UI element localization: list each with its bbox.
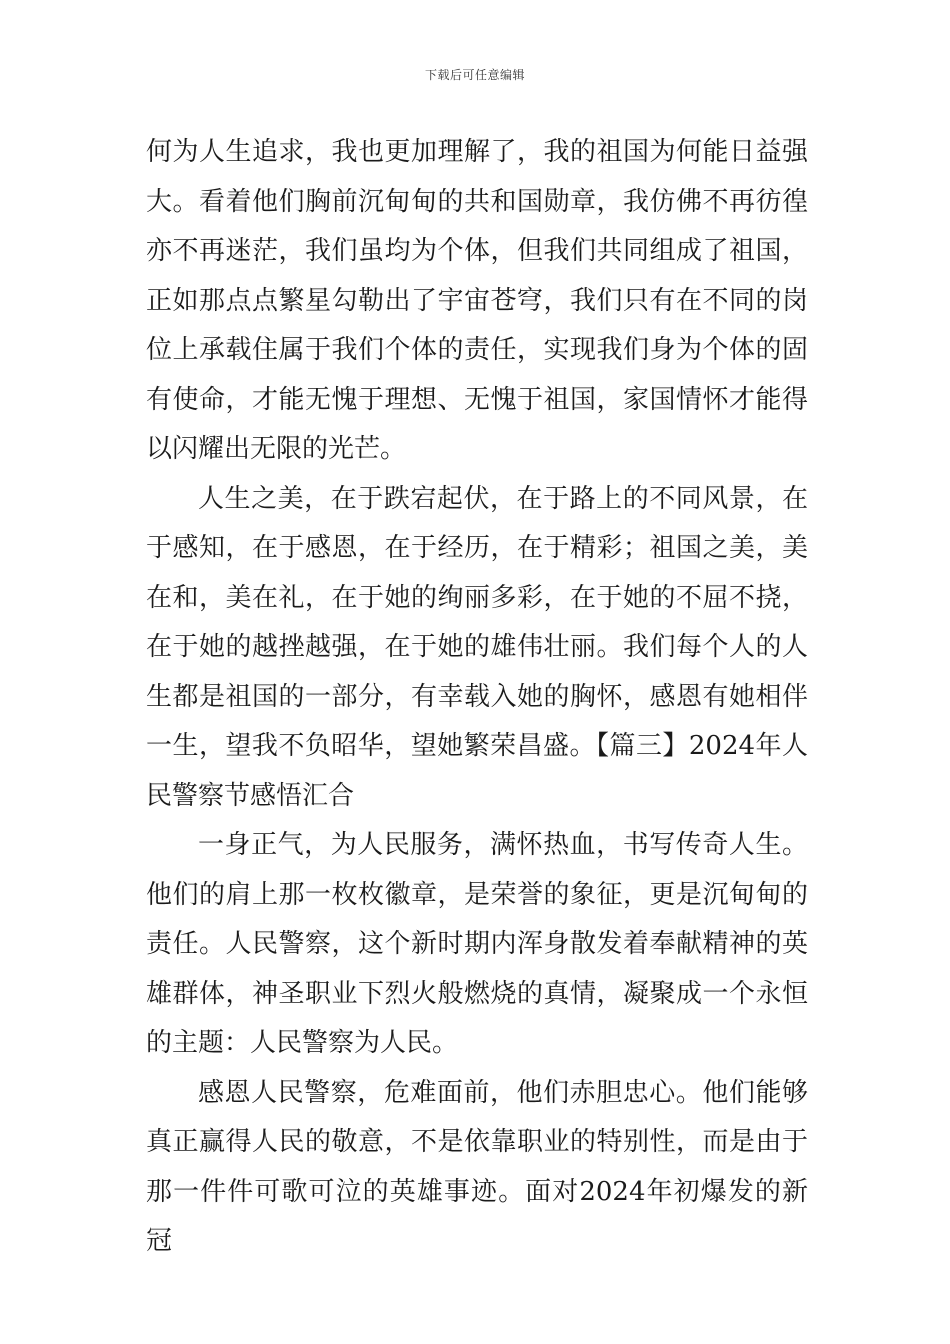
page-header: 下载后可任意编辑 — [424, 68, 525, 82]
paragraph-1: 何为人生追求，我也更加理解了，我的祖国为何能日益强大。看着他们胸前沉甸甸的共和国勋章，我仿佛不再彷徨亦不再迷茫，我们虽均为个体，但我们共同组成了祖国，正如那点点繁星勾勒出了宇宙苍穹，我们只有在不同的岗位上承载住属于我们个体的责任，实现我们身为个体的固有使命，才能无愧于理想、无愧于祖国，家国情怀才能得以闪耀出无限的光芒。 — [146, 137, 808, 464]
paragraph-4: 感恩人民警察，危难面前，他们赤胆忠心。他们能够真正赢得人民的敬意，不是依靠职业的特别性，而是由于那一件件可歌可泣的英雄事迹。面对2024年初爆发的新冠 — [146, 1077, 808, 1256]
document-body — [146, 128, 808, 1267]
paragraph-2: 人生之美，在于跌宕起伏，在于路上的不同风景，在于感知，在于感恩，在于经历，在于精彩；祖国之美，美在和，美在礼，在于她的绚丽多彩，在于她的不屈不挠，在于她的越挫越强，在于她的雄伟壮丽。我们每个人的人生都是祖国的一部分，有幸载入她的胸怀，感恩有她相伴一生，望我不负昭华，望她繁荣昌盛。【篇三】2024年人民警察节感悟汇合 — [146, 483, 808, 811]
paragraph-3: 一身正气，为人民服务，满怀热血，书写传奇人生。他们的肩上那一枚枚徽章，是荣誉的象征，更是沉甸甸的责任。人民警察，这个新时期内浑身散发着奉献精神的英雄群体，神圣职业下烈火般燃烧的真情，凝聚成一个永恒的主题：人民警察为人民。 — [146, 830, 808, 1058]
